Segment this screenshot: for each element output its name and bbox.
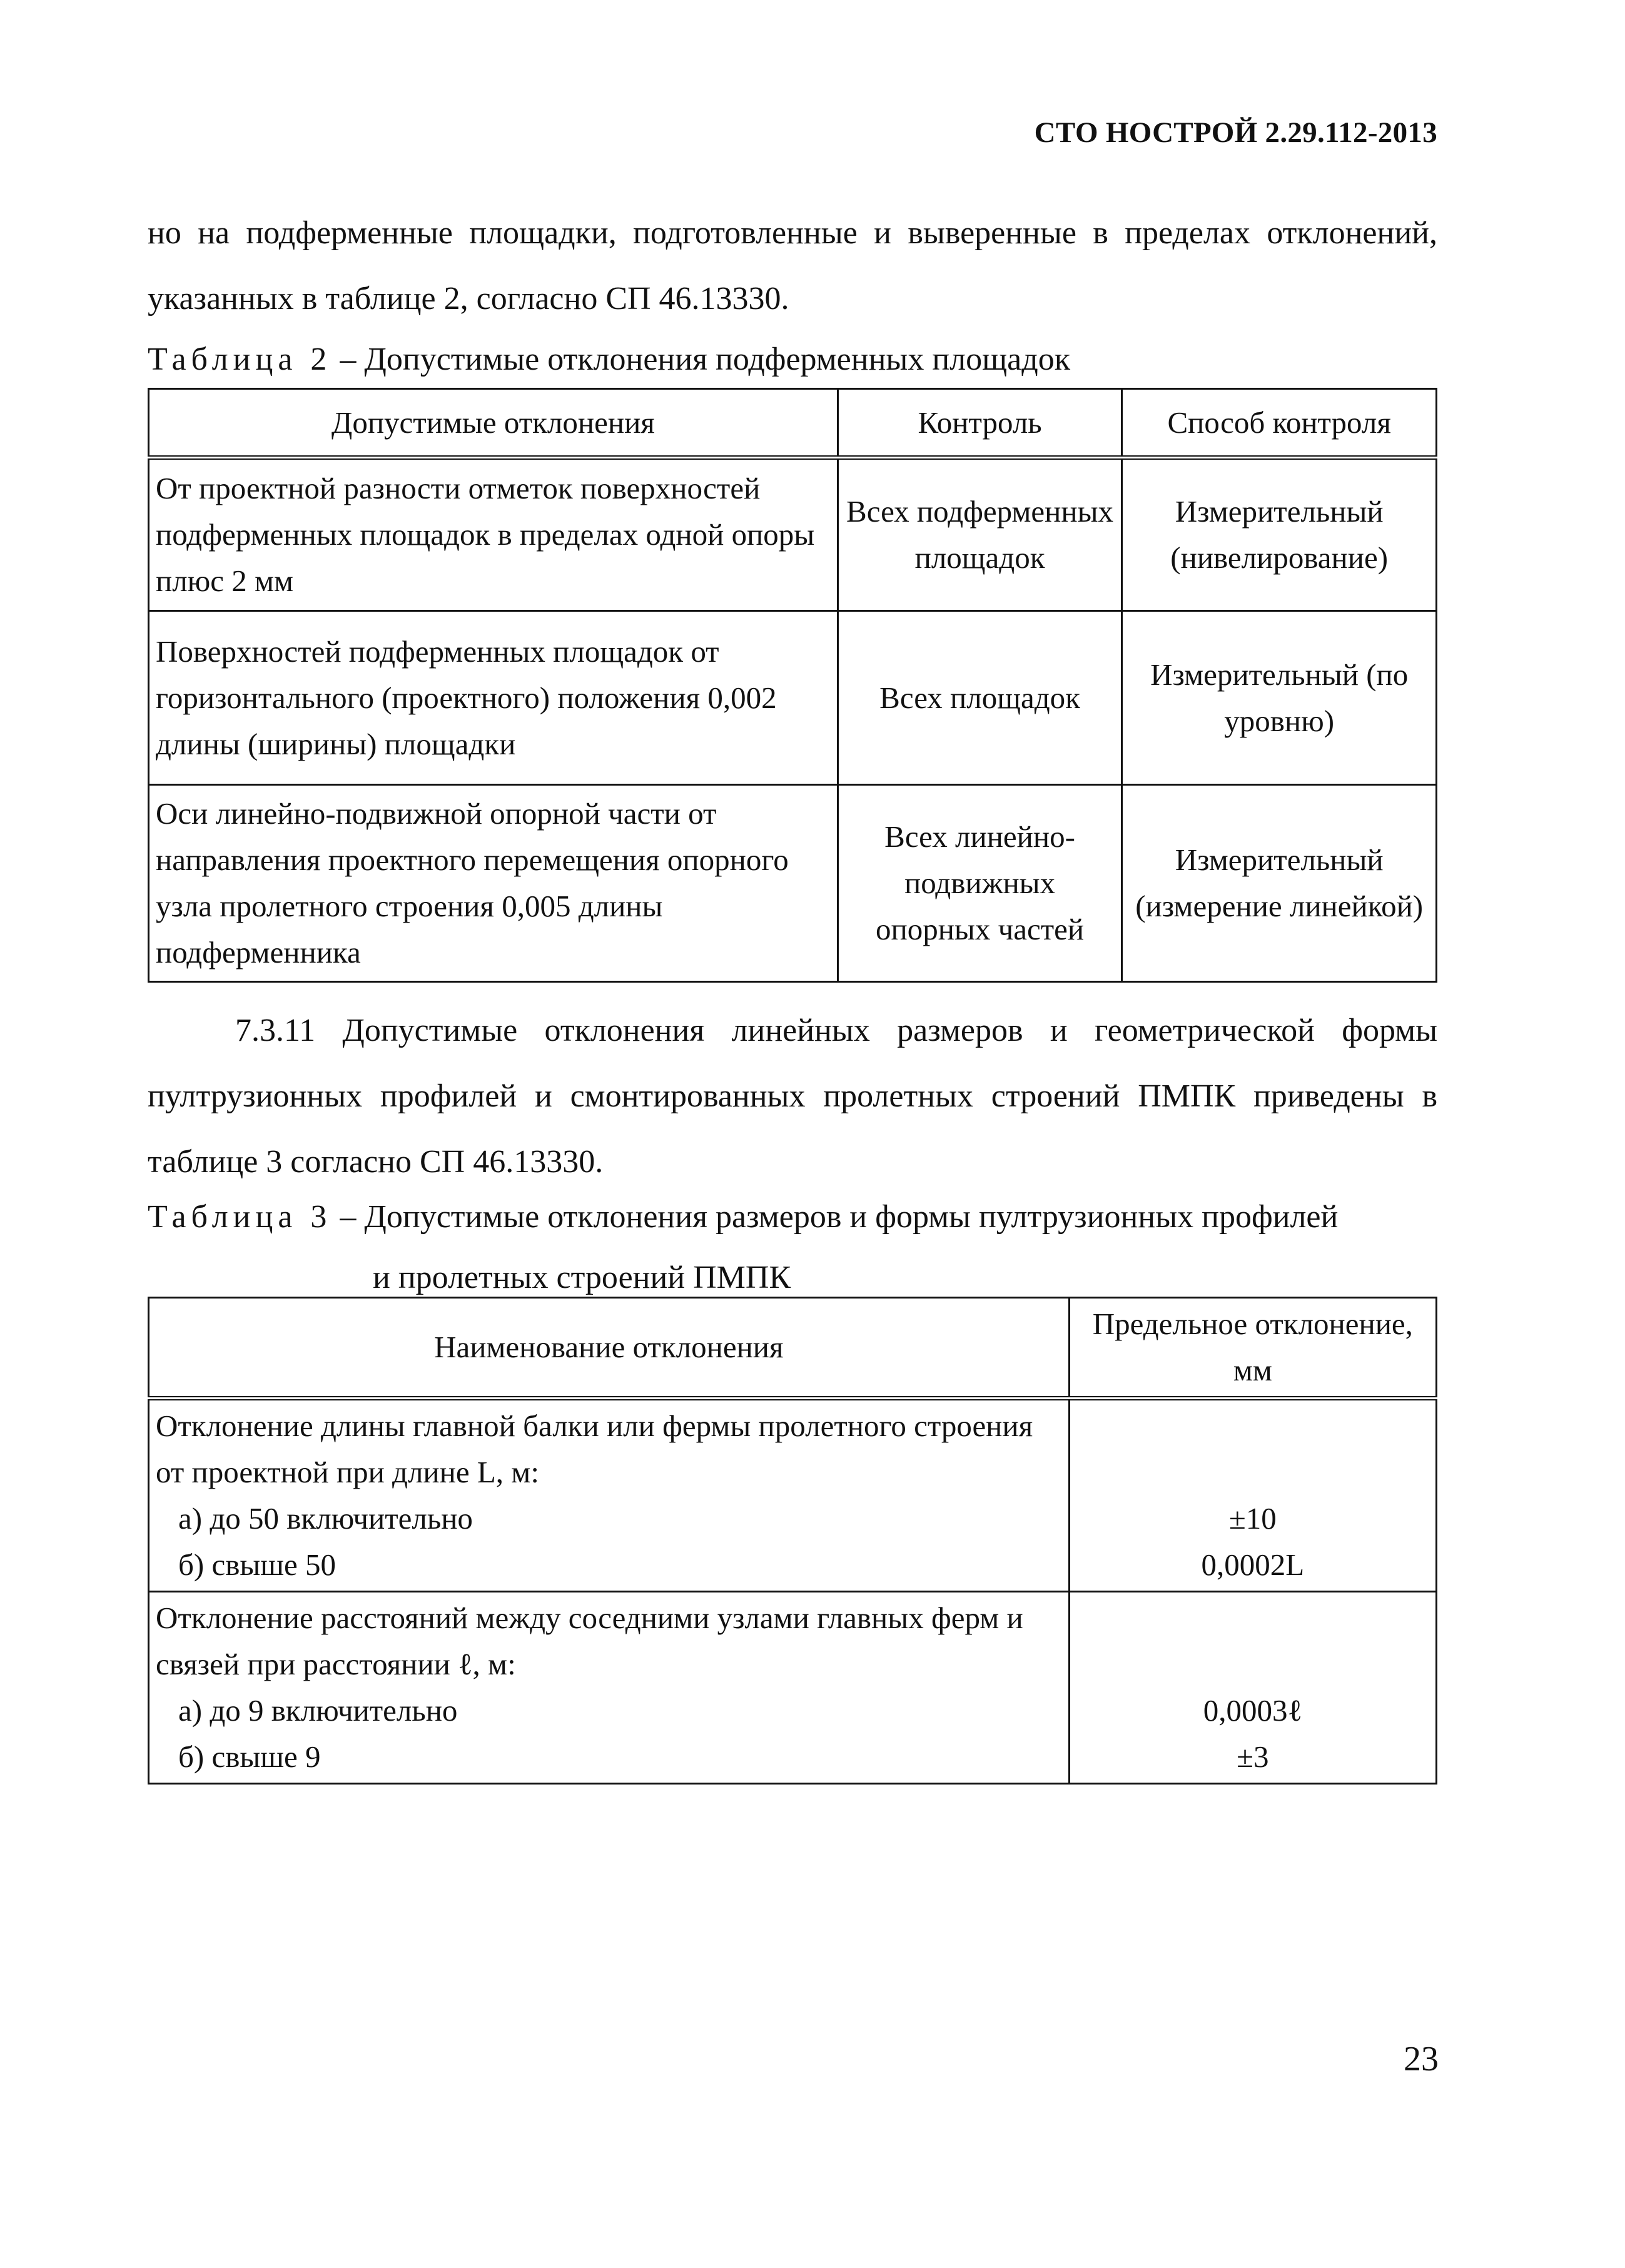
table3-cell-name [149, 1592, 1070, 1784]
table3-caption-text: – Допустимые отклонения размеров и формы пултрузионных профилей [332, 1199, 1339, 1235]
table-row [149, 458, 1437, 611]
table-row [149, 1399, 1437, 1592]
table3-cell-value [1069, 1592, 1436, 1784]
table2-cell: Всех площадок [838, 611, 1122, 785]
table3 [148, 1297, 1437, 1785]
table2-header-cell: Способ контроля [1122, 389, 1437, 458]
deviation-item: б) свыше 9 [178, 1739, 321, 1774]
table2-cell: Измерительный (нивелирование) [1122, 458, 1437, 611]
table-row [149, 611, 1437, 785]
table2-cell: Всех линейно-подвижных опорных частей [838, 785, 1122, 982]
table2-header-cell: Допустимые отклонения [149, 389, 838, 458]
paragraph-7-3-11: 7.3.11 Допустимые отклонения линейных размеров и геометрической формы пултрузионных профилей и смонтированных пролетных строений ПМПК приведены в таблице 3 согласно СП 46.13330. [148, 1013, 1437, 1180]
table2-cell: Оси линейно-подвижной опорной части от направления проектного перемещения опорного узла пролетного строения 0,005 длины подферменника [149, 785, 838, 982]
document-header: СТО НОСТРОЙ 2.29.112-2013 [1034, 116, 1437, 149]
table-row [149, 785, 1437, 982]
table2-cell: От проектной разности отметок поверхностей подферменных площадок в пределах одной опоры плюс 2 мм [149, 458, 838, 611]
table-row [149, 1592, 1437, 1784]
table3-caption-line2: и пролетных строений ПМПК [373, 1260, 791, 1295]
table2-caption-label: Таблица 2 [148, 342, 332, 377]
table3-header-cell: Предельное отклонение, мм [1069, 1298, 1436, 1399]
table3-caption-label: Таблица 3 [148, 1199, 332, 1235]
deviation-item: б) свыше 50 [178, 1547, 337, 1582]
deviation-value: 0,0003ℓ [1203, 1693, 1302, 1728]
table3-caption [148, 1184, 1442, 1250]
deviation-value: ±3 [1237, 1739, 1269, 1774]
table3-cell-value [1069, 1399, 1436, 1592]
table2 [148, 388, 1437, 983]
table3-header-cell: Наименование отклонения [149, 1298, 1070, 1399]
paragraph-continuation: но на подферменные площадки, подготовленные и выверенные в пределах отклонений, указанных в таблице 2, согласно СП 46.13330. [148, 215, 1437, 316]
table2-cell: Измерительный (по уровню) [1122, 611, 1437, 785]
table2-cell: Всех подферменных площадок [838, 458, 1122, 611]
table2-caption-text: – Допустимые отклонения подферменных площадок [332, 342, 1070, 377]
table2-header-cell: Контроль [838, 389, 1122, 458]
deviation-item: а) до 50 включительно [178, 1501, 473, 1536]
deviation-value: ±10 [1228, 1501, 1277, 1536]
table2-caption [148, 327, 1442, 392]
table2-cell: Измерительный (измерение линейкой) [1122, 785, 1437, 982]
table3-cell-name [149, 1399, 1070, 1592]
deviation-item: а) до 9 включительно [178, 1693, 458, 1728]
deviation-intro: Отклонение расстояний между соседними узлами главных ферм и связей при расстоянии ℓ, м: [156, 1601, 1023, 1681]
table2-cell: Поверхностей подферменных площадок от горизонтального (проектного) положения 0,002 длины (ширины) площадки [149, 611, 838, 785]
page-number: 23 [1404, 2040, 1439, 2078]
table3-header-row [149, 1298, 1437, 1399]
deviation-intro: Отклонение длины главной балки или фермы пролетного строения от проектной при длине L, м: [156, 1409, 1033, 1489]
table2-header-row [149, 389, 1437, 458]
deviation-value: 0,0002L [1201, 1547, 1305, 1582]
